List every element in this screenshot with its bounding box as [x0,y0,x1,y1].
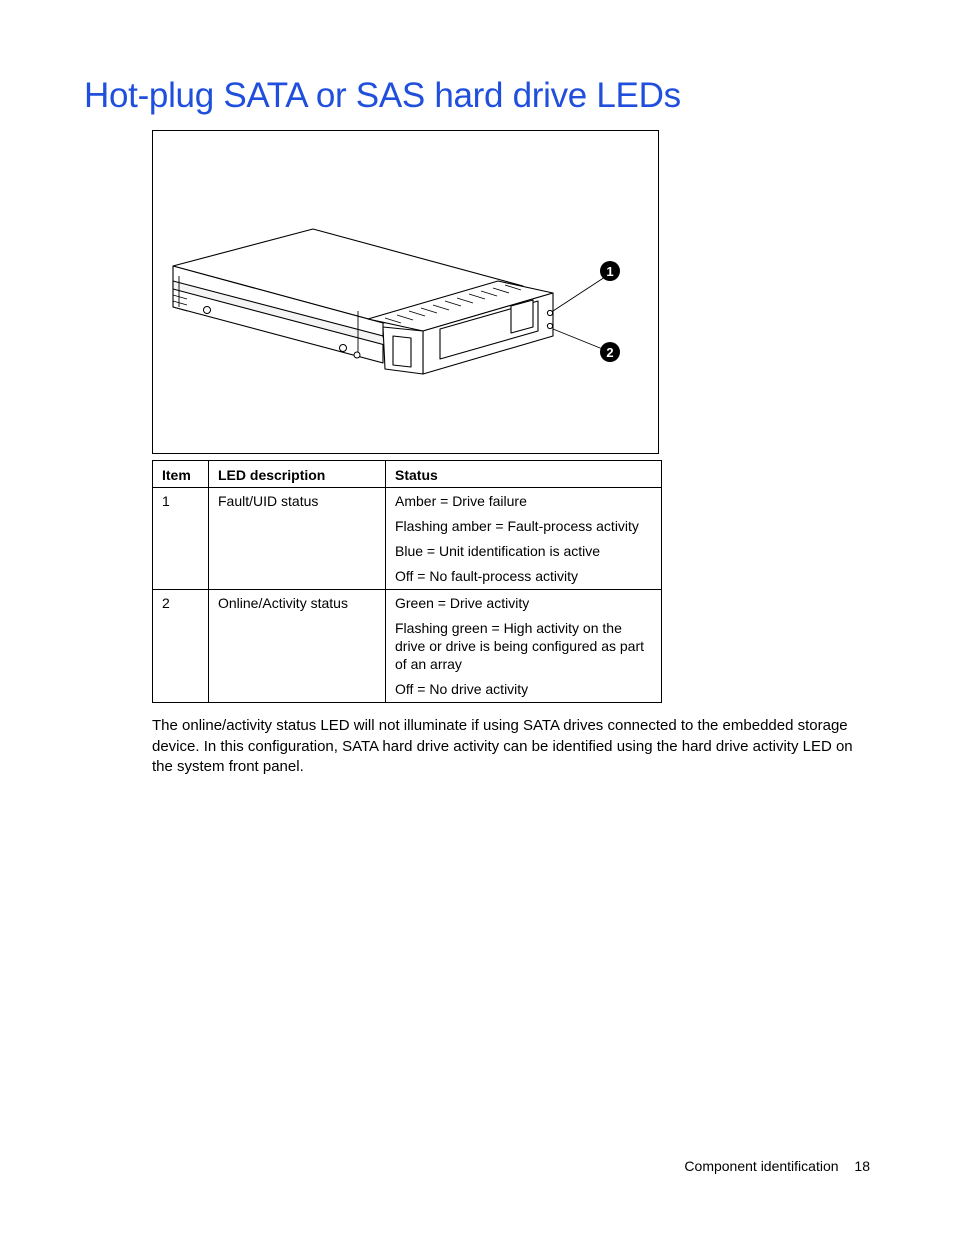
body-paragraph: The online/activity status LED will not illuminate if using SATA drives connected to the embedded storage device. In this configuration, SATA hard drive activity can be identified using the hard drive activity LED on the system front panel. [152,717,853,775]
status-line: Off = No fault-process activity [395,568,578,584]
row-item: 1 [153,488,209,590]
callout-1 [600,261,620,281]
page-title: Hot-plug SATA or SAS hard drive LEDs [84,76,681,115]
table-header-row [153,461,662,488]
fault-uid-led [547,310,552,315]
led-table [152,460,662,703]
callout-2 [600,342,620,362]
header-status: Status [386,461,662,488]
status-line: Amber = Drive failure [395,493,527,509]
hard-drive-illustration [153,131,658,453]
footer-section-title: Component identification [684,1158,839,1174]
row-status [386,590,662,703]
online-activity-led [547,323,552,328]
status-line: Green = Drive activity [395,595,530,611]
row-description: Fault/UID status [209,488,386,590]
header-item: Item [153,461,209,488]
table-row [153,488,662,590]
row-status [386,488,662,590]
header-led-description: LED description [209,461,386,488]
page-footer [684,1158,870,1174]
page-number: 18 [854,1158,870,1174]
status-line: Off = No drive activity [395,681,529,697]
status-line: Flashing green = High activity on the drive or drive is being configured as part of an array [395,620,645,672]
table-row [153,590,662,703]
callout-1-label: 1 [606,264,614,279]
callout-2-label: 2 [606,345,614,360]
row-description: Online/Activity status [209,590,386,703]
status-line: Blue = Unit identification is active [395,543,601,559]
status-line: Flashing amber = Fault-process activity [395,518,639,534]
hard-drive-figure [152,130,659,454]
row-item: 2 [153,590,209,703]
